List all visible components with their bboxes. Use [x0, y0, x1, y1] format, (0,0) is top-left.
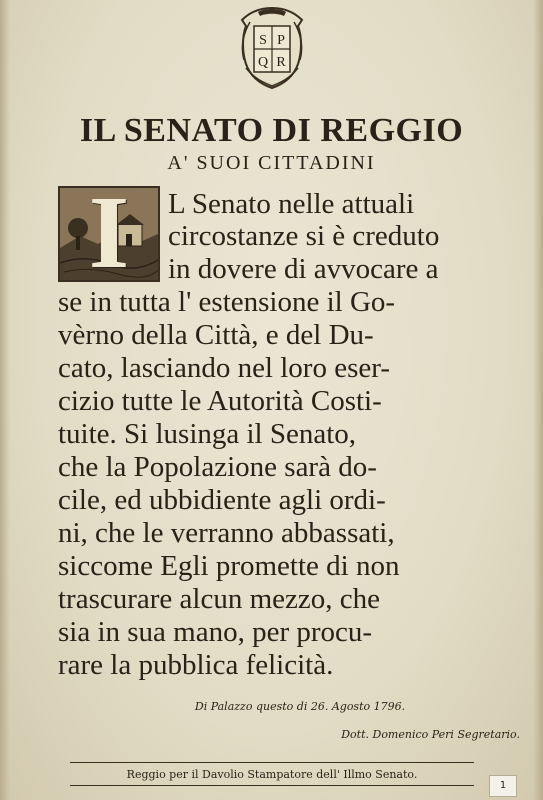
body-line-8: tuite. Si lusinga il Senato, — [58, 418, 357, 450]
seal-letter-r: R — [276, 55, 286, 70]
date-place-line: Di Palazzo questo di 26. Agosto 1796. — [194, 700, 406, 713]
document-subtitle: A' SUOI CITTADINI — [167, 152, 376, 174]
seal-letter-p: P — [277, 33, 285, 48]
body-line-3: in dovere di avvocare a — [168, 253, 439, 285]
decorated-initial — [58, 175, 160, 290]
body-line-2: circostanze si è creduto — [168, 220, 440, 252]
printer-imprint: Reggio per il Davolio Stampatore dell' Illmo Senato. — [126, 768, 418, 781]
body-line-12: siccome Egli promette di non — [58, 550, 400, 582]
seal-letter-s: S — [259, 33, 267, 48]
seal-letter-q: Q — [257, 55, 269, 70]
spqr-coat-of-arms-icon — [236, 6, 308, 90]
body-line-14: sia in sua mano, per procu- — [58, 616, 373, 648]
footer-rule-top — [70, 762, 474, 763]
page-number-label: 1 — [489, 775, 517, 797]
body-line-15: rare la pubblica felicità. — [58, 649, 334, 681]
secretary-signature: Dott. Domenico Peri Segretario. — [341, 728, 520, 741]
body-line-10: cile, ed ubbidiente agli ordi- — [58, 484, 386, 516]
body-line-1: L Senato nelle attuali — [168, 188, 415, 220]
body-line-5: vèrno della Città, e del Du- — [58, 319, 374, 351]
body-line-11: ni, che le verranno abbassati, — [58, 517, 395, 549]
body-line-9: che la Popolazione sarà do- — [58, 451, 377, 483]
body-line-13: trascurare alcun mezzo, che — [58, 583, 381, 615]
paper-edge-right — [533, 0, 543, 800]
paper-edge-left — [0, 0, 10, 800]
body-line-4: se in tutta l' estensione il Go- — [58, 286, 396, 318]
footer-rule-bottom — [70, 785, 474, 786]
initial-letter: I — [88, 175, 130, 290]
document-title: IL SENATO DI REGGIO — [79, 112, 464, 149]
body-line-6: cato, lasciando nel loro eser- — [58, 352, 390, 384]
body-line-7: cizio tutte le Autorità Costi- — [58, 385, 382, 417]
